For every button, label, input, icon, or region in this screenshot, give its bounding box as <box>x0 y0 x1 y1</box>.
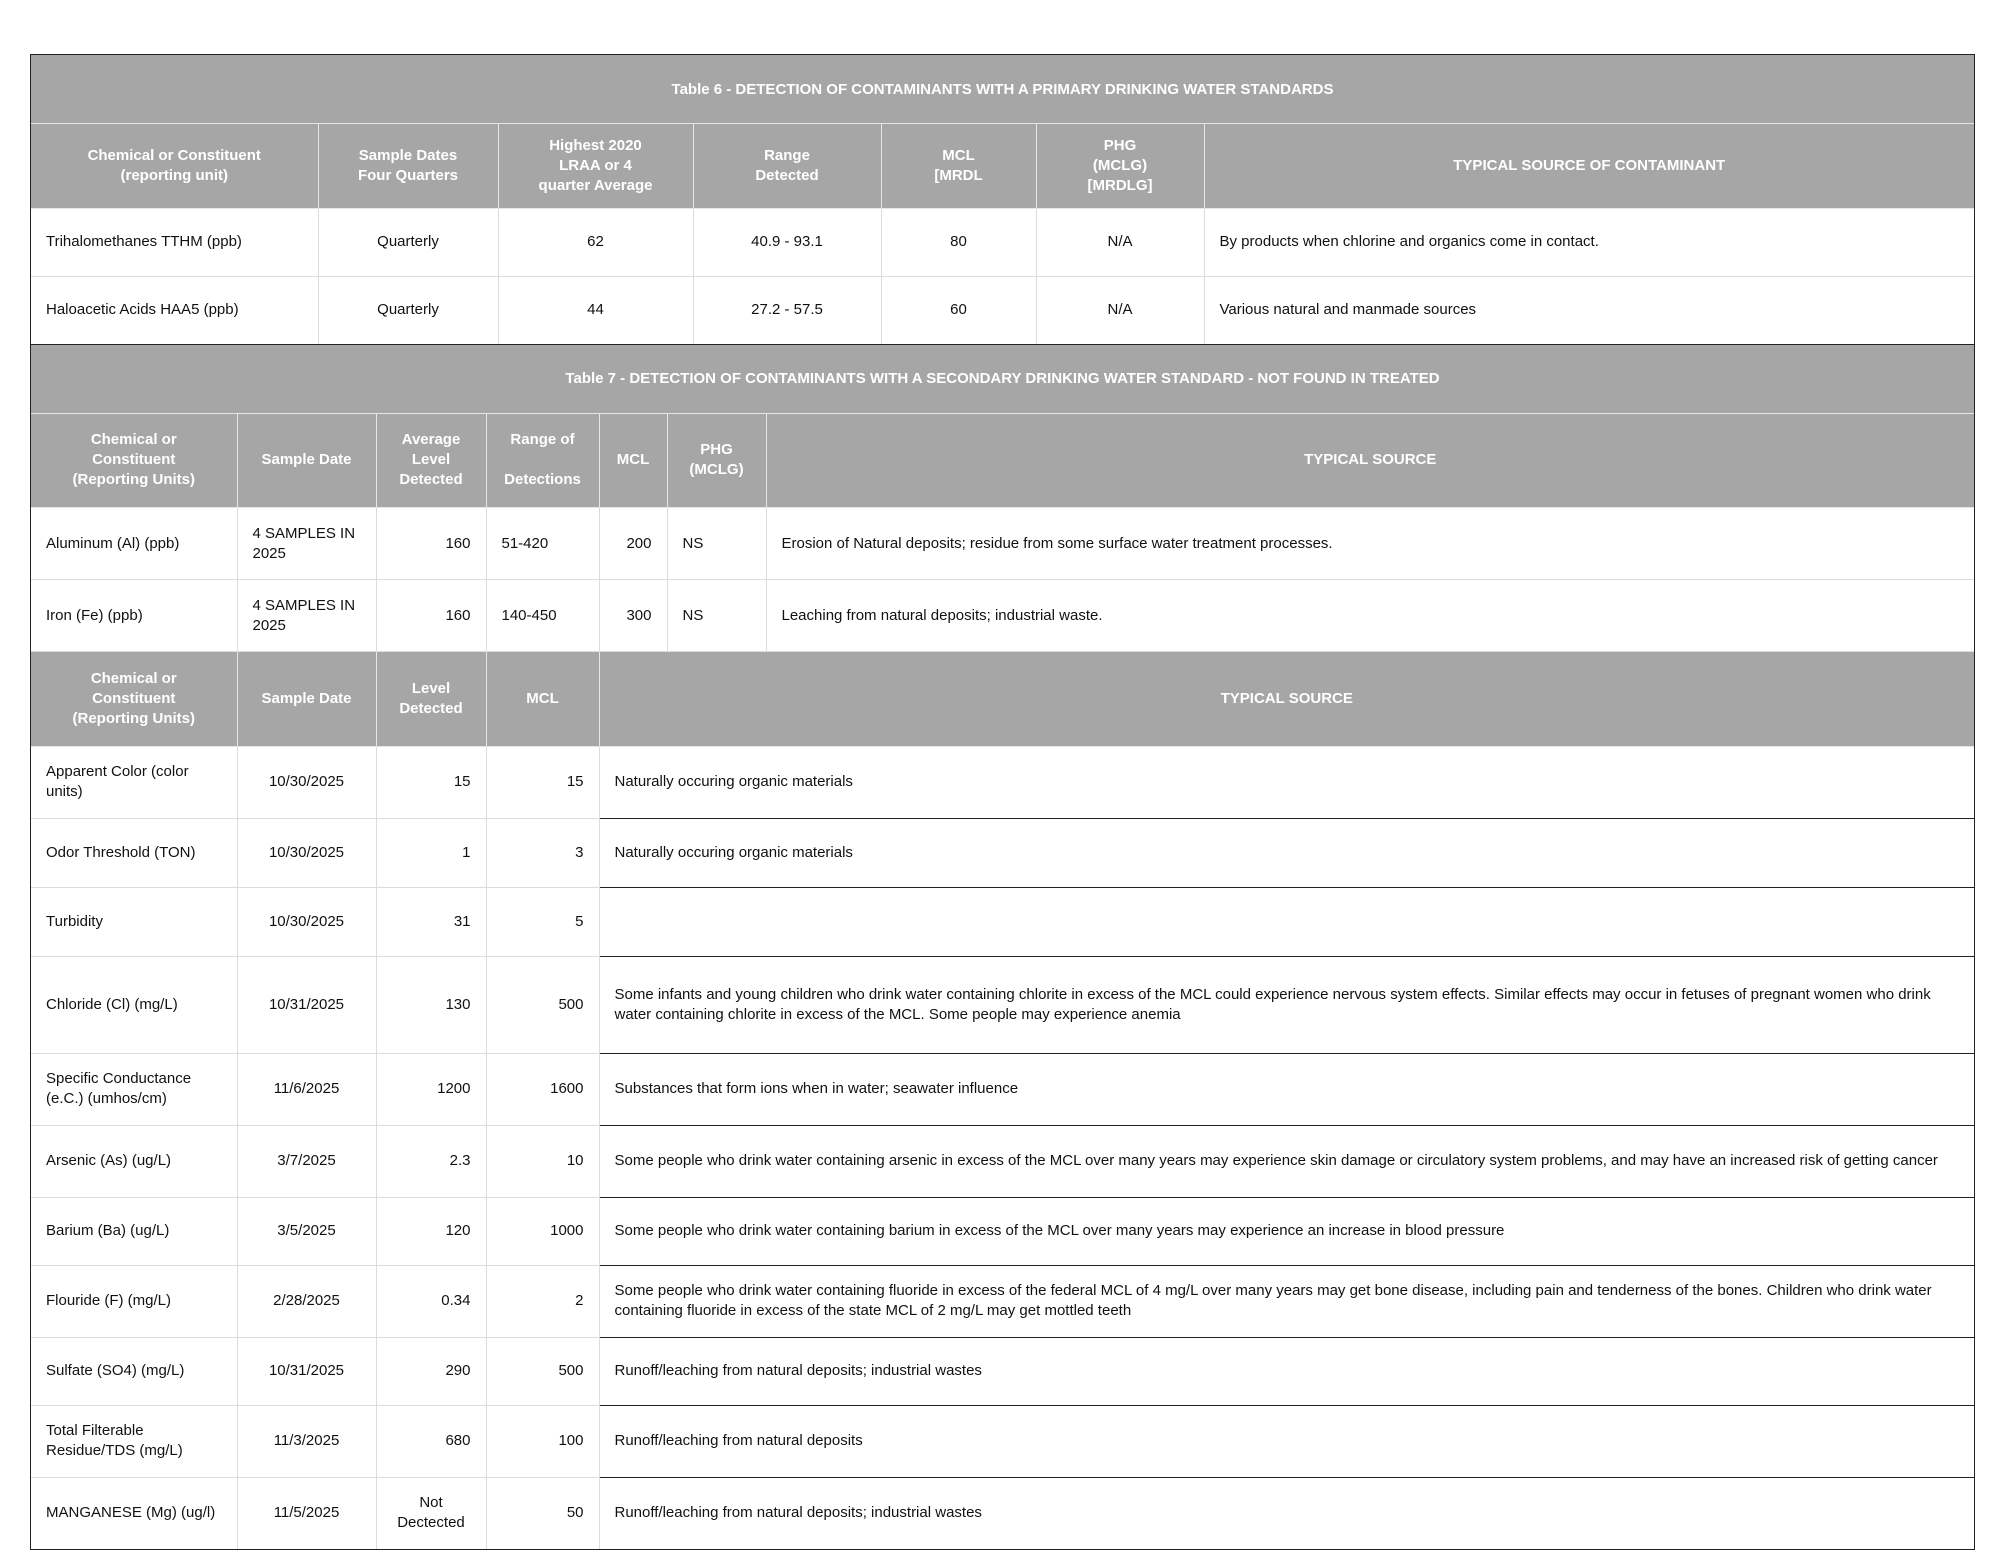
table-row <box>31 508 1974 580</box>
table8-col-header: Sample Date <box>237 652 376 746</box>
table-row <box>31 1125 1974 1197</box>
table8-cell: Some infants and young children who drink water containing chlorite in excess of the MCL could experience nervous system effects. Similar effects may occur in fetuses of pregnant women who drink water containing chlorite in excess of the MCL. Some people may experience anemia <box>599 956 1974 1053</box>
table-row <box>31 1337 1974 1405</box>
table7-col-header: Sample Date <box>237 414 376 508</box>
table8-cell: 1000 <box>486 1197 599 1265</box>
table8-cell: 500 <box>486 956 599 1053</box>
table-row <box>31 580 1974 652</box>
table6-col-header: Sample Dates Four Quarters <box>318 124 498 208</box>
table-row <box>31 1405 1974 1477</box>
table8-cell: 15 <box>376 746 486 818</box>
table8-cell: Naturally occuring organic materials <box>599 818 1974 887</box>
table8-cell: 2 <box>486 1265 599 1337</box>
table8-cell: Runoff/leaching from natural deposits; industrial wastes <box>599 1337 1974 1405</box>
table8-col-header: MCL <box>486 652 599 746</box>
table8-cell: Chloride (Cl) (mg/L) <box>31 956 237 1053</box>
table8-cell: Naturally occuring organic materials <box>599 746 1974 818</box>
table7-col-header: Average Level Detected <box>376 414 486 508</box>
table6-cell: Haloacetic Acids HAA5 (ppb) <box>31 276 318 344</box>
table8-cell: Some people who drink water containing fluoride in excess of the federal MCL of 4 mg/L over many years may get bone disease, including pain and tenderness of the bones. Children who drink water containing fluoride in excess of the state MCL of 2 mg/L may get mottled teeth <box>599 1265 1974 1337</box>
table8-cell: 11/6/2025 <box>237 1053 376 1125</box>
table8-cell: 3 <box>486 818 599 887</box>
table8-cell: 0.34 <box>376 1265 486 1337</box>
table-row <box>31 1197 1974 1265</box>
table7-cell: 4 SAMPLES IN 2025 <box>237 508 376 580</box>
table6-col-header: Highest 2020 LRAA or 4 quarter Average <box>498 124 693 208</box>
table6-cell: 80 <box>881 208 1036 276</box>
table8-cell: 11/3/2025 <box>237 1405 376 1477</box>
table8-cell: MANGANESE (Mg) (ug/l) <box>31 1477 237 1549</box>
table-row <box>31 887 1974 956</box>
table7-col-header: PHG (MCLG) <box>667 414 766 508</box>
table8-cell: Turbidity <box>31 887 237 956</box>
table6-title: Table 6 - DETECTION OF CONTAMINANTS WITH A PRIMARY DRINKING WATER STANDARDS <box>31 55 1974 124</box>
table8-cell: 130 <box>376 956 486 1053</box>
table7 <box>31 414 1974 653</box>
table6-cell: N/A <box>1036 208 1204 276</box>
table8-cell: Substances that form ions when in water; seawater influence <box>599 1053 1974 1125</box>
table8-col-header: Chemical or Constituent (Reporting Units) <box>31 652 237 746</box>
table8-cell: 3/5/2025 <box>237 1197 376 1265</box>
table8-cell: 10 <box>486 1125 599 1197</box>
table7-cell: Iron (Fe) (ppb) <box>31 580 237 652</box>
table-row <box>31 746 1974 818</box>
table8-cell: Sulfate (SO4) (mg/L) <box>31 1337 237 1405</box>
table7-cell: 4 SAMPLES IN 2025 <box>237 580 376 652</box>
table7-col-header: MCL <box>599 414 667 508</box>
table8-cell: Specific Conductance (e.C.) (umhos/cm) <box>31 1053 237 1125</box>
table8 <box>31 652 1974 1549</box>
table6-cell: 27.2 - 57.5 <box>693 276 881 344</box>
table8-cell: 10/30/2025 <box>237 818 376 887</box>
table6-col-header: Range Detected <box>693 124 881 208</box>
table6-cell: 60 <box>881 276 1036 344</box>
table6-cell: N/A <box>1036 276 1204 344</box>
table8-cell: 2.3 <box>376 1125 486 1197</box>
table8-cell: 5 <box>486 887 599 956</box>
table7-cell: 200 <box>599 508 667 580</box>
table-row <box>31 1265 1974 1337</box>
table8-cell: Barium (Ba) (ug/L) <box>31 1197 237 1265</box>
table8-cell: 10/30/2025 <box>237 746 376 818</box>
table-row <box>31 818 1974 887</box>
table8-cell: 31 <box>376 887 486 956</box>
table7-cell: 160 <box>376 580 486 652</box>
table7-col-header: Range of Detections <box>486 414 599 508</box>
table8-cell: 2/28/2025 <box>237 1265 376 1337</box>
table8-cell: 50 <box>486 1477 599 1549</box>
table8-cell: 10/31/2025 <box>237 1337 376 1405</box>
table8-header-row <box>31 652 1974 746</box>
table7-cell: 140-450 <box>486 580 599 652</box>
table6-cell: 40.9 - 93.1 <box>693 208 881 276</box>
table7-col-header: TYPICAL SOURCE <box>766 414 1974 508</box>
table8-cell: 290 <box>376 1337 486 1405</box>
table6-cell: Trihalomethanes TTHM (ppb) <box>31 208 318 276</box>
table-row <box>31 1053 1974 1125</box>
table7-title: Table 7 - DETECTION OF CONTAMINANTS WITH A SECONDARY DRINKING WATER STANDARD - NOT FOUND IN TREATED <box>31 345 1974 414</box>
table6-header-row <box>31 124 1974 208</box>
table8-cell: Not Dectected <box>376 1477 486 1549</box>
table8-cell: 15 <box>486 746 599 818</box>
table7-col-header: Chemical or Constituent (Reporting Units) <box>31 414 237 508</box>
table-row <box>31 956 1974 1053</box>
table7-cell: NS <box>667 580 766 652</box>
table6-col-header: PHG (MCLG) [MRDLG] <box>1036 124 1204 208</box>
table6-cell: Quarterly <box>318 276 498 344</box>
table8-cell: 680 <box>376 1405 486 1477</box>
table8-col-header: Level Detected <box>376 652 486 746</box>
table8-cell: Odor Threshold (TON) <box>31 818 237 887</box>
table8-cell <box>599 887 1974 956</box>
table7-cell: Aluminum (Al) (ppb) <box>31 508 237 580</box>
table8-cell: Flouride (F) (mg/L) <box>31 1265 237 1337</box>
table8-cell: Runoff/leaching from natural deposits <box>599 1405 1974 1477</box>
table8-cell: 11/5/2025 <box>237 1477 376 1549</box>
table-row <box>31 1477 1974 1549</box>
table8-cell: Arsenic (As) (ug/L) <box>31 1125 237 1197</box>
table6 <box>31 124 1974 345</box>
table-row <box>31 208 1974 276</box>
water-quality-report <box>30 54 1975 1550</box>
table8-cell: Apparent Color (color units) <box>31 746 237 818</box>
table8-cell: 100 <box>486 1405 599 1477</box>
table8-cell: Total Filterable Residue/TDS (mg/L) <box>31 1405 237 1477</box>
table8-col-header: TYPICAL SOURCE <box>599 652 1974 746</box>
table7-cell: 51-420 <box>486 508 599 580</box>
table6-cell: By products when chlorine and organics come in contact. <box>1204 208 1974 276</box>
table8-cell: 10/30/2025 <box>237 887 376 956</box>
table6-cell: 44 <box>498 276 693 344</box>
table-row <box>31 276 1974 344</box>
table8-cell: 500 <box>486 1337 599 1405</box>
table7-header-row <box>31 414 1974 508</box>
table8-cell: 1200 <box>376 1053 486 1125</box>
table8-cell: 1 <box>376 818 486 887</box>
table6-col-header: TYPICAL SOURCE OF CONTAMINANT <box>1204 124 1974 208</box>
table8-cell: 10/31/2025 <box>237 956 376 1053</box>
table8-cell: Some people who drink water containing arsenic in excess of the MCL over many years may experience skin damage or circulatory system problems, and may have an increased risk of getting cancer <box>599 1125 1974 1197</box>
table6-cell: 62 <box>498 208 693 276</box>
table6-col-header: Chemical or Constituent (reporting unit) <box>31 124 318 208</box>
table6-cell: Various natural and manmade sources <box>1204 276 1974 344</box>
table6-cell: Quarterly <box>318 208 498 276</box>
table6-col-header: MCL [MRDL <box>881 124 1036 208</box>
table8-cell: Runoff/leaching from natural deposits; industrial wastes <box>599 1477 1974 1549</box>
table7-cell: 160 <box>376 508 486 580</box>
table7-cell: Erosion of Natural deposits; residue from some surface water treatment processes. <box>766 508 1974 580</box>
table7-cell: Leaching from natural deposits; industrial waste. <box>766 580 1974 652</box>
table7-cell: 300 <box>599 580 667 652</box>
table8-cell: Some people who drink water containing barium in excess of the MCL over many years may experience an increase in blood pressure <box>599 1197 1974 1265</box>
table7-cell: NS <box>667 508 766 580</box>
table8-cell: 120 <box>376 1197 486 1265</box>
table8-cell: 3/7/2025 <box>237 1125 376 1197</box>
table8-cell: 1600 <box>486 1053 599 1125</box>
